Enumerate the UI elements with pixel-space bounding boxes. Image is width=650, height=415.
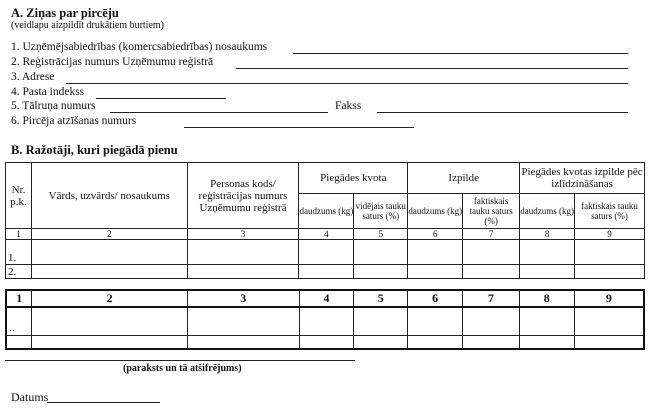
- cell-input[interactable]: [31, 240, 187, 265]
- field-company-name-label: 1. Uzņēmējsabiedrības (komercsabiedrības) nosaukums: [11, 41, 268, 53]
- date-input[interactable]: [47, 402, 160, 403]
- column-number: 2: [32, 290, 187, 307]
- field-buyer-approval-input[interactable]: [184, 127, 414, 128]
- column-number: 7: [463, 290, 520, 307]
- column-number: 3: [187, 290, 299, 307]
- subheader-quota-avg-fat: vidējais tauku saturs (%): [354, 194, 408, 229]
- column-number: 5: [354, 290, 408, 307]
- header-nr: Nr. p.k.: [6, 163, 32, 229]
- cell-input[interactable]: [408, 265, 463, 279]
- cell-input[interactable]: [32, 307, 187, 335]
- field-reg-number-input[interactable]: [236, 68, 628, 69]
- column-number: 9: [574, 290, 644, 307]
- cell-input[interactable]: [187, 265, 299, 279]
- cell-input[interactable]: [408, 240, 463, 265]
- field-postal-code-input[interactable]: [96, 98, 226, 99]
- column-number: 7: [463, 229, 520, 240]
- cell-input[interactable]: [354, 240, 408, 265]
- cell-input[interactable]: [354, 335, 408, 349]
- cell-input[interactable]: [463, 240, 520, 265]
- cell-input[interactable]: [519, 307, 574, 335]
- column-number: 3: [187, 229, 299, 240]
- column-number: 4: [299, 229, 354, 240]
- cell-input[interactable]: [574, 335, 644, 349]
- cell-input[interactable]: [299, 335, 354, 349]
- field-postal-code-label: 4. Pasta indekss: [11, 86, 85, 98]
- column-number: 1: [6, 290, 32, 307]
- field-company-name-input[interactable]: [293, 53, 628, 54]
- cell-input[interactable]: [187, 240, 299, 265]
- cell-input[interactable]: [187, 335, 299, 349]
- cell-input[interactable]: [299, 240, 354, 265]
- table-row: [6, 265, 645, 279]
- cell-input[interactable]: [6, 335, 32, 349]
- subheader-quota-amount: daudzums (kg): [299, 194, 354, 229]
- cell-input[interactable]: [32, 335, 187, 349]
- subheader-exec-amount: daudzums (kg): [408, 194, 463, 229]
- header-execution: Izpilde: [408, 163, 520, 194]
- subheader-after-actual-fat: faktiskais tauku saturs (%): [575, 194, 645, 229]
- signature-caption: (paraksts un tā atšifrējums): [123, 363, 242, 374]
- header-quota: Piegādes kvota: [299, 163, 408, 194]
- column-number: 9: [575, 229, 645, 240]
- row-number: ..: [6, 307, 32, 335]
- column-number: 1: [6, 229, 32, 240]
- column-number: 4: [299, 290, 354, 307]
- column-number: 6: [408, 290, 463, 307]
- cell-input[interactable]: [463, 265, 520, 279]
- header-name: Vārds, uzvārds/ nosaukums: [31, 163, 187, 229]
- cell-input[interactable]: [575, 265, 645, 279]
- field-phone-label: 5. Tālruņa numurs: [11, 100, 96, 112]
- field-reg-number-label: 2. Reģistrācijas numurs Uzņēmumu reģistrā: [11, 56, 214, 68]
- cell-input[interactable]: [299, 265, 354, 279]
- row-number: 2.: [6, 265, 32, 279]
- subheader-after-amount: daudzums (kg): [520, 194, 575, 229]
- field-fax-input[interactable]: [377, 112, 628, 113]
- cell-input[interactable]: [354, 307, 408, 335]
- column-number: 6: [408, 229, 463, 240]
- field-phone-input[interactable]: [110, 112, 328, 113]
- cell-input[interactable]: [520, 265, 575, 279]
- cell-input[interactable]: [463, 335, 520, 349]
- row-number: 1.: [6, 240, 32, 265]
- table-row: [6, 335, 644, 349]
- column-number: 5: [354, 229, 408, 240]
- field-address-label: 3. Adrese: [11, 71, 55, 83]
- cell-input[interactable]: [519, 335, 574, 349]
- signature-line[interactable]: [5, 360, 355, 361]
- producers-table: [5, 162, 645, 279]
- cell-input[interactable]: [187, 307, 299, 335]
- field-buyer-approval-label: 6. Pircēja atzīšanas numurs: [11, 115, 137, 127]
- cell-input[interactable]: [299, 307, 354, 335]
- cell-input[interactable]: [408, 335, 463, 349]
- cell-input[interactable]: [31, 265, 187, 279]
- cell-input[interactable]: [574, 307, 644, 335]
- section-a-subtitle: (veidlapu aizpildīt drukātiem burtiem): [11, 20, 165, 31]
- section-a-title: A. Ziņas par pircēju: [11, 6, 119, 20]
- table-row: [6, 307, 644, 335]
- cell-input[interactable]: [520, 240, 575, 265]
- subheader-exec-actual-fat: faktiskais tauku saturs (%): [463, 194, 520, 229]
- continuation-table: [5, 289, 645, 350]
- column-number: 8: [519, 290, 574, 307]
- cell-input[interactable]: [354, 265, 408, 279]
- cell-input[interactable]: [408, 307, 463, 335]
- table-row: [6, 240, 645, 265]
- column-number: 8: [520, 229, 575, 240]
- column-number: 2: [31, 229, 187, 240]
- date-label: Datums: [11, 390, 49, 404]
- section-b-title: B. Ražotāji, kuri piegādā pienu: [11, 143, 178, 157]
- header-personal-code: Personas kods/ reģistrācijas numurs Uzņēmumu reģistrā: [187, 163, 299, 229]
- cell-input[interactable]: [575, 240, 645, 265]
- cell-input[interactable]: [463, 307, 520, 335]
- field-address-input[interactable]: [66, 83, 628, 84]
- field-fax-label: Fakss: [335, 100, 362, 112]
- header-quota-after: Piegādes kvotas izpilde pēc izlīdzināšanas: [520, 163, 645, 194]
